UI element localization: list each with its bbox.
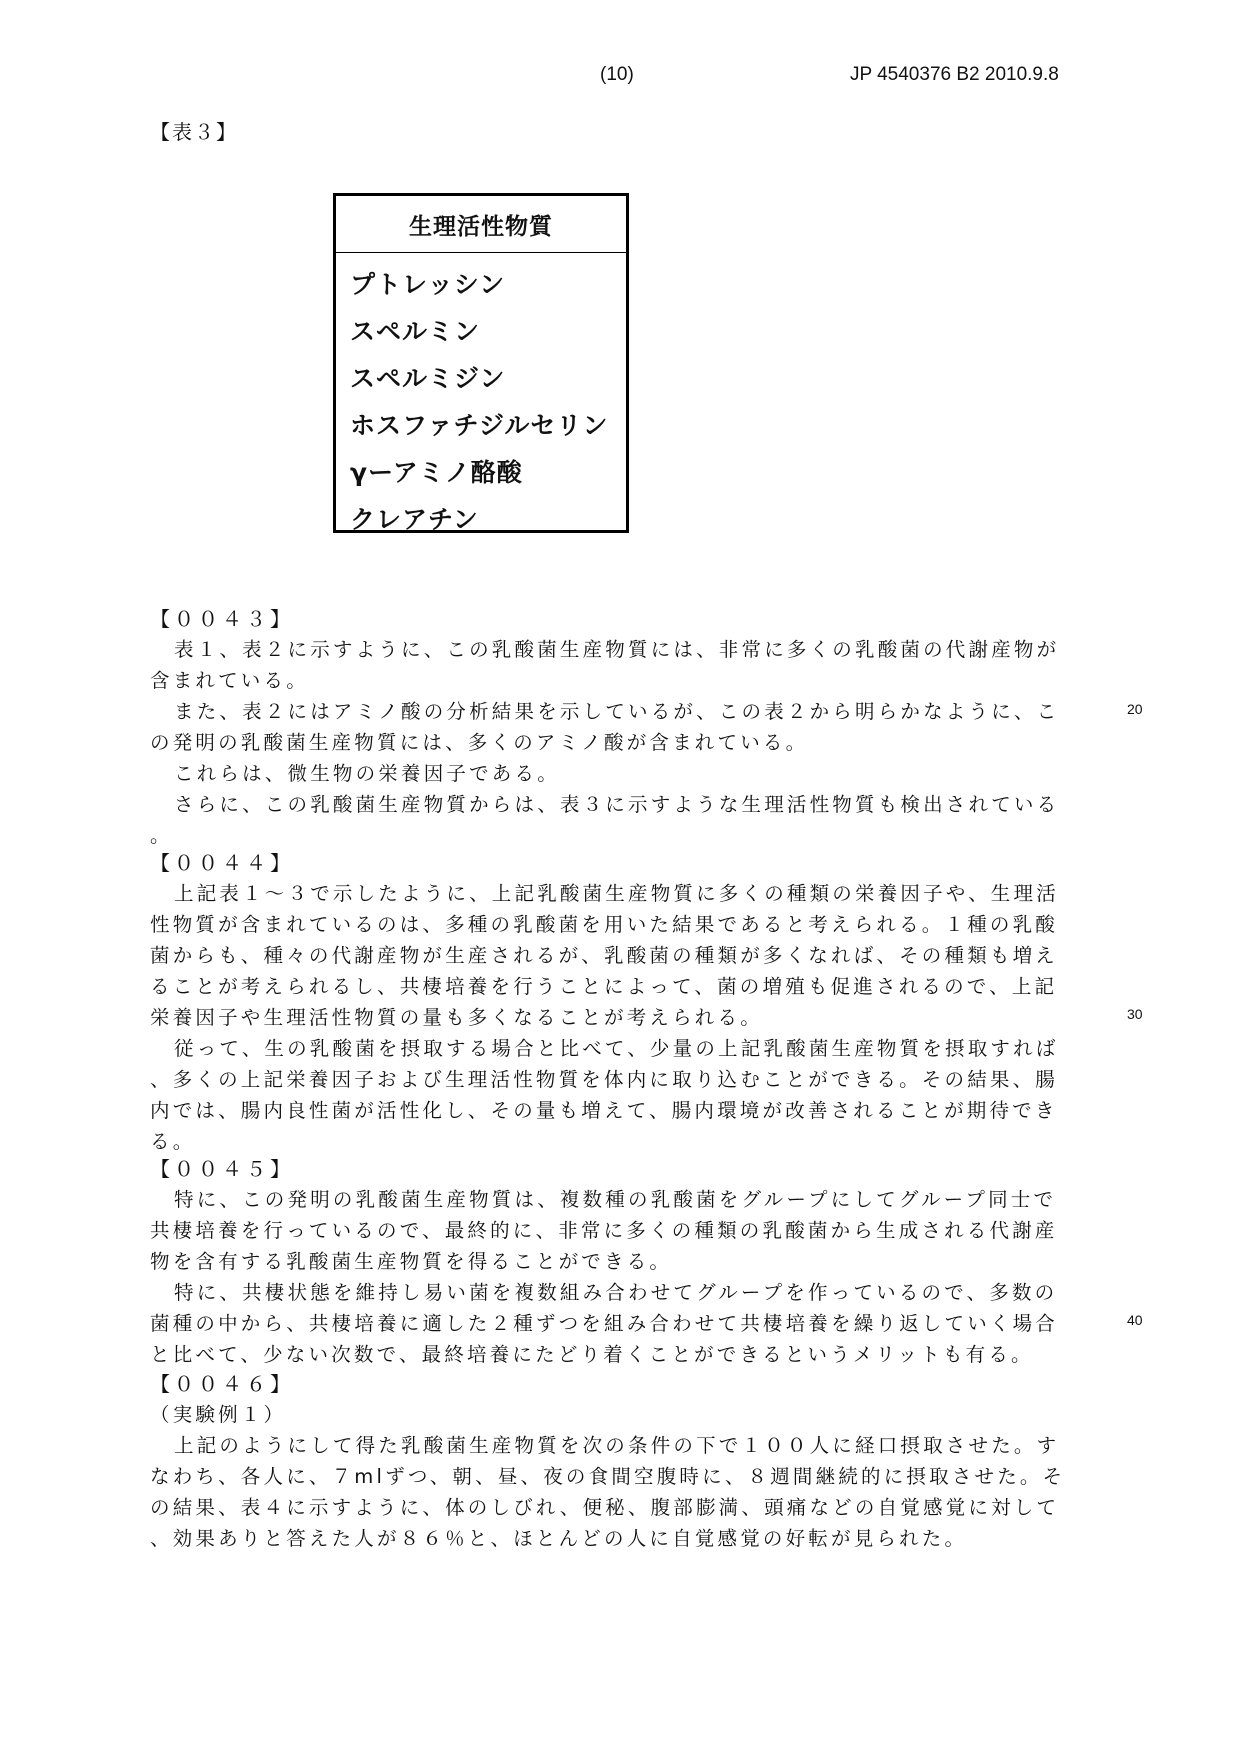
body-line: また、表２にはアミノ酸の分析結果を示しているが、この表２から明らかなように、こ	[174, 700, 1060, 723]
body-line: 上記のようにして得た乳酸菌生産物質を次の条件の下で１００人に経口摂取させた。す	[174, 1434, 1060, 1457]
paragraph-number: 【００４４】	[150, 851, 294, 875]
body-line: 上記表１～３で示したように、上記乳酸菌生産物質に多くの種類の栄養因子や、生理活	[174, 882, 1059, 905]
body-line: 共棲培養を行っているので、最終的に、非常に多くの種類の乳酸菌から生成される代謝産	[150, 1219, 1058, 1242]
table-row: クレアチン	[350, 504, 479, 534]
body-line: ることが考えられるし、共棲培養を行うことによって、菌の増殖も促進されるので、上記	[150, 975, 1058, 998]
body-line: の発明の乳酸菌生産物質には、多くのアミノ酸が含まれている。	[150, 731, 809, 754]
body-line: 内では、腸内良性菌が活性化し、その量も増えて、腸内環境が改善されることが期待でき	[150, 1099, 1058, 1122]
table-row: γーアミノ酪酸	[350, 457, 523, 487]
paragraph-number: 【００４３】	[150, 607, 294, 631]
body-line: これらは、微生物の栄養因子である。	[174, 762, 560, 785]
table-row: ホスファチジルセリン	[350, 410, 609, 440]
body-line: 、多くの上記栄養因子および生理活性物質を体内に取り込むことができる。その結果、腸	[150, 1068, 1059, 1091]
body-line: 特に、共棲状態を維持し易い菌を複数組み合わせてグループを作っているので、多数の	[174, 1281, 1058, 1304]
body-line: 、効果ありと答えた人が８６％と、ほとんどの人に自覚感覚の好転が見られた。	[150, 1527, 968, 1550]
body-line: の結果、表４に示すように、体のしびれ、便秘、腹部膨満、頭痛などの自覚感覚に対して	[150, 1496, 1060, 1519]
body-line: と比べて、少ない次数で、最終培養にたどり着くことができるというメリットも有る。	[150, 1343, 1034, 1366]
body-line: る。	[150, 1130, 196, 1153]
body-line: 物を含有する乳酸菌生産物質を得ることができる。	[150, 1250, 673, 1273]
margin-line-number: 20	[1127, 701, 1143, 717]
publication-id: JP 4540376 B2 2010.9.8	[850, 64, 1059, 85]
table-row: スペルミジン	[350, 363, 506, 393]
table-row: スペルミン	[350, 316, 481, 346]
body-line: 菌からも、種々の代謝産物が生産されるが、乳酸菌の種類が多くなれば、その種類も増え	[150, 944, 1059, 967]
paragraph-number: 【００４６】	[150, 1372, 294, 1396]
page-number: (10)	[600, 64, 634, 85]
paragraph-number: 【００４５】	[150, 1157, 294, 1181]
table-caption: 【表３】	[150, 120, 238, 144]
body-line: 含まれている。	[150, 669, 309, 692]
margin-line-number: 40	[1127, 1312, 1143, 1328]
body-line: 菌種の中から、共棲培養に適した２種ずつを組み合わせて共棲培養を繰り返していく場合	[150, 1312, 1059, 1335]
body-line: （実験例１）	[150, 1403, 287, 1426]
body-line: 従って、生の乳酸菌を摂取する場合と比べて、少量の上記乳酸菌生産物質を摂取すれば	[174, 1037, 1059, 1060]
body-line: 特に、この発明の乳酸菌生産物質は、複数種の乳酸菌をグループにしてグループ同士で	[174, 1188, 1057, 1211]
bioactive-table	[333, 193, 629, 533]
table-body	[336, 253, 626, 541]
body-line: なわち、各人に、７mlずつ、朝、昼、夜の食間空腹時に、８週間継続的に摂取させた。そ	[150, 1465, 1066, 1488]
body-line: 表１、表２に示すように、この乳酸菌生産物質には、非常に多くの乳酸菌の代謝産物が	[174, 638, 1060, 661]
table-header: 生理活性物質	[336, 196, 626, 253]
body-line: さらに、この乳酸菌生産物質からは、表３に示すような生理活性物質も検出されている	[174, 793, 1060, 816]
body-line: 栄養因子や生理活性物質の量も多くなることが考えられる。	[150, 1006, 763, 1029]
margin-line-number: 30	[1127, 1006, 1143, 1022]
body-line: 性物質が含まれているのは、多種の乳酸菌を用いた結果であると考えられる。１種の乳酸	[150, 913, 1059, 936]
body-line: 。	[150, 824, 173, 847]
table-row: プトレッシン	[350, 269, 506, 299]
